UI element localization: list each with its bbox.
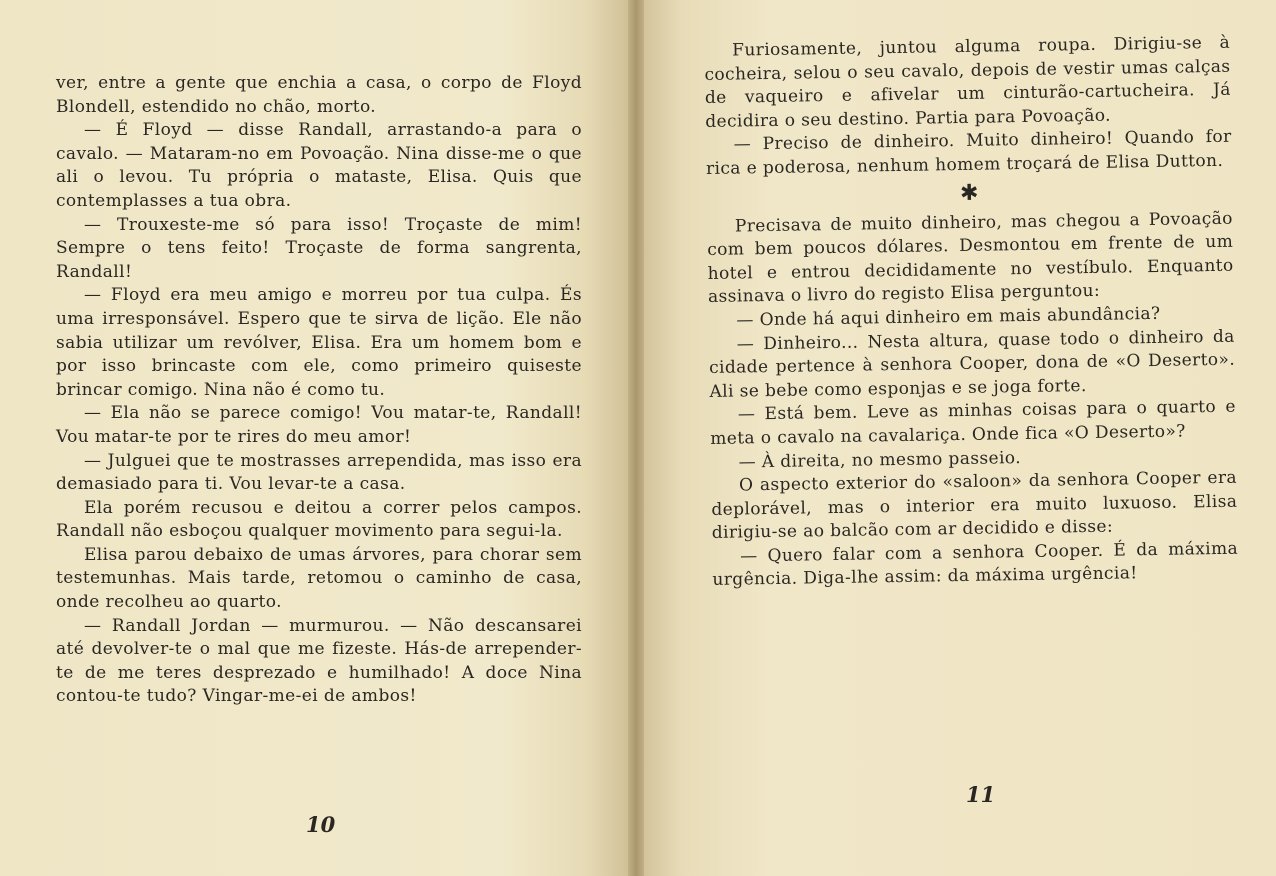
left-page — [0, 0, 628, 876]
paragraph: ver, entre a gente que enchia a casa, o corpo de Floyd Blondell, estendido no chão, morto. — [56, 73, 582, 117]
paragraph: — Preciso de dinheiro. Muito dinheiro! Quando for rica e poderosa, nenhum homem troçará de Elisa Dutton. — [705, 127, 1232, 179]
page-number: 11 — [966, 782, 996, 807]
right-page-text — [704, 32, 1239, 593]
paragraph: — Está bem. Leve as minhas coisas para o quarto e meta o cavalo na cavalariça. Onde fica «O Deserto»? — [710, 397, 1236, 449]
paragraph: — Julguei que te mostrasses arrependida, mas isso era demasiado para ti. Vou levar-te a casa. — [56, 450, 582, 495]
paragraph: Furiosamente, juntou alguma roupa. Dirigiu-se à cocheira, selou o seu cavalo, depois de vestir umas calças de vaqueiro e afivelar um cinturão-cartucheira. Já decidira o seu destino. Partia para Povoação. — [704, 32, 1232, 132]
paragraph: Elisa parou debaixo de umas árvores, para chorar sem testemunhas. Mais tarde, retomou o caminho de casa, onde recolheu ao quarto. — [56, 544, 582, 613]
paragraph: O aspecto exterior do «saloon» da senhora Cooper era deplorável, mas o interior era muito luxuoso. Elisa dirigiu-se ao balcão com ar decidido e disse: — [711, 467, 1238, 544]
right-page — [644, 0, 1276, 876]
paragraph: — Quero falar com a senhora Cooper. É da máxima urgência. Diga-lhe assim: da máxima urgência! — [712, 538, 1239, 591]
paragraph: — À direita, no mesmo passeio. — [738, 447, 1022, 473]
paragraph: — Onde há aqui dinheiro em mais abundância? — [736, 303, 1161, 331]
left-page-text — [56, 72, 582, 709]
paragraph: — Trouxeste-me só para isso! Troçaste de mim! Sempre o tens feito! Troçaste de forma sangrenta, Randall! — [56, 214, 582, 282]
section-separator-icon: ✱ — [959, 180, 980, 206]
paragraph: — Floyd era meu amigo e morreu por tua culpa. És uma irresponsável. Espero que te sirva de lição. Ele não sabia utilizar um revólver, Elisa. Era um homem bom e por isso brincaste com ele, como primeiro quiseste brincar comigo. Nina não é como tu. — [56, 285, 582, 400]
book-gutter — [628, 0, 644, 876]
paragraph: — Dinheiro... Nesta altura, quase todo o dinheiro da cidade pertence à senhora Cooper, dona de «O Deserto». Ali se bebe como esponjas e se joga forte. — [708, 326, 1236, 402]
paragraph: — Ela não se parece comigo! Vou matar-te, Randall! Vou matar-te por te rires do meu amor! — [56, 403, 582, 447]
paragraph: — Randall Jordan — murmurou. — Não descansarei até devolver-te o mal que me fizeste. Hás-de arrepender-te de me teres desprezado e humilhado! A doce Nina contou-te tudo? Vingar-me-ei de ambos! — [56, 615, 582, 707]
paragraph: Ela porém recusou e deitou a correr pelos campos. Randall não esboçou qualquer movimento para segui-la. — [56, 497, 582, 542]
paragraph: Precisava de muito dinheiro, mas chegou a Povoação com bem poucos dólares. Desmontou em frente de um hotel e entrou decididamente no vestíbulo. Enquanto assinava o livro do registo Elisa perguntou: — [707, 208, 1234, 308]
page-number: 10 — [306, 812, 336, 837]
paragraph: — É Floyd — disse Randall, arrastando-a para o cavalo. — Mataram-no em Povoação. Nina disse-me o que ali o levou. Tu própria o mataste, Elisa. Quis que contemplasses a tua obra. — [56, 120, 582, 211]
